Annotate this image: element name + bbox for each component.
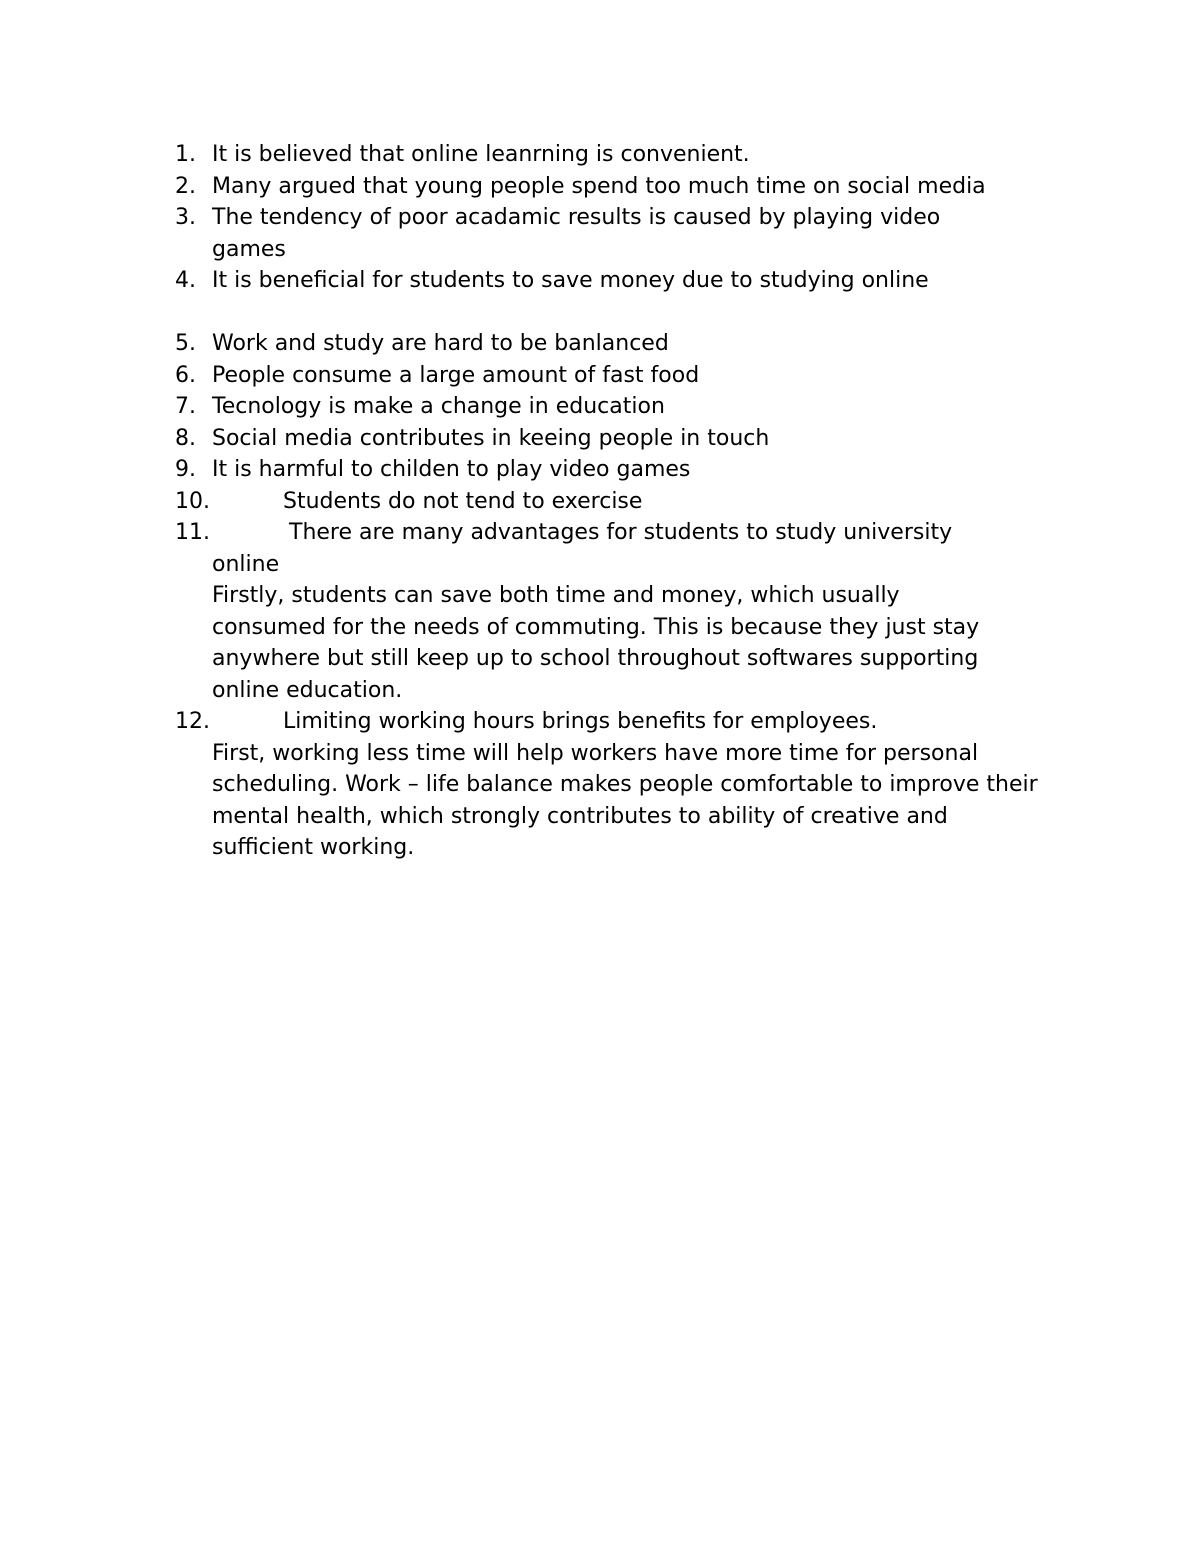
list-number: 10. [175,488,210,514]
list-number: 7. [175,394,196,419]
list-number: 8. [175,425,196,451]
list-paragraph: First, working less time will help workers have more time for personal scheduling. Work – life balance makes people comfortable to improve their mental health, which strongly contributes to ability of creative and sufficient working. [212,740,1038,860]
list-text: It is harmful to childen to play video games [212,457,691,482]
list-item [175,171,1055,203]
list-number: 6. [175,362,196,388]
list-text: There are many advantages for students to study university online [212,520,953,577]
list-text: People consume a large amount of fast food [212,362,700,388]
list-number: 1. [175,142,196,167]
list-number: 11. [175,520,210,545]
list-paragraph: Firstly, students can save both time and money, which usually consumed for the needs of commuting. This is because they just stay anywhere but still keep up to school throughout softwares supporting online education. [212,583,980,703]
list-item [175,486,1055,518]
list-text: It is believed that online leanrning is convenient. [212,142,750,167]
list-number: 2. [175,173,196,199]
list-text: Many argued that young people spend too much time on social media [212,173,986,199]
list-item [175,391,1055,423]
list-text-block [212,706,1042,864]
list-number: 5. [175,331,196,356]
blank-line [175,297,1055,329]
numbered-list [175,139,1055,864]
list-item [175,360,1055,392]
list-text: Limiting working hours brings benefits for employees. [283,709,878,734]
list-item [175,202,1055,265]
list-number: 3. [175,205,196,230]
list-item [175,517,1055,706]
list-text: Social media contributes in keeing people in touch [212,425,770,451]
list-number: 4. [175,268,196,293]
list-item [175,423,1055,455]
list-text: Tecnology is make a change in education [212,394,665,419]
list-text: The tendency of poor acadamic results is caused by playing video games [212,205,948,262]
list-item [175,139,1055,171]
list-text-block [212,517,1012,706]
list-item [175,706,1055,864]
list-text: It is beneficial for students to save money due to studying online [212,268,929,293]
list-number: 9. [175,457,196,482]
list-item [175,454,1055,486]
list-text-block [212,486,1055,518]
list-item [175,265,1055,297]
list-text: Students do not tend to exercise [283,488,643,514]
list-text: Work and study are hard to be banlanced [212,331,669,356]
list-number: 12. [175,709,210,734]
list-item [175,328,1055,360]
